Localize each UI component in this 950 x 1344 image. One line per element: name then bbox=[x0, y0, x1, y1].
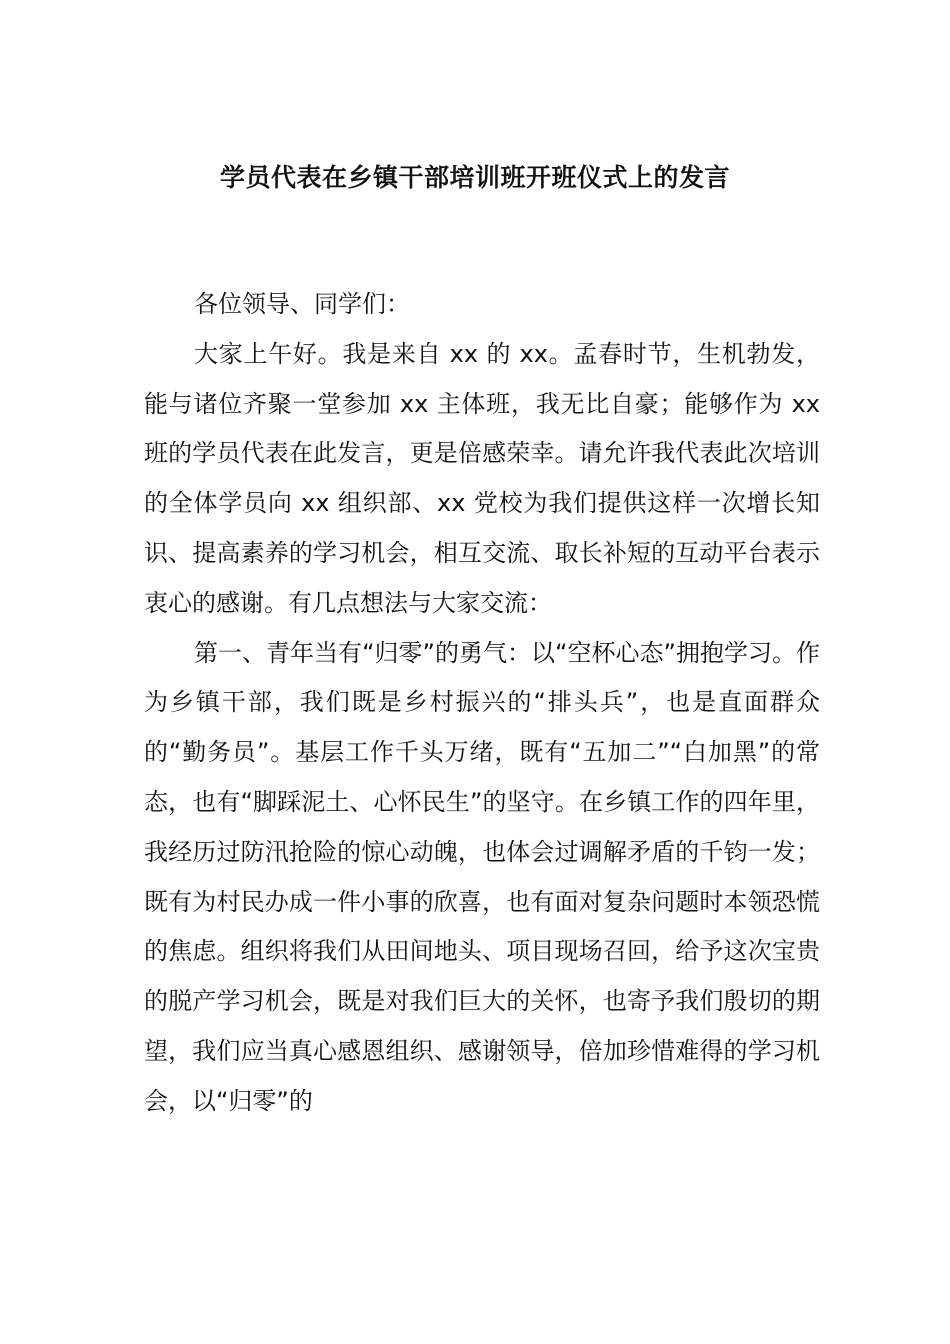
paragraph-point-one: 第一、青年当有“归零”的勇气：以“空杯心态”拥抱学习。作为乡镇干部，我们既是乡村振兴的“排头兵”，也是直面群众的“勤务员”。基层工作千头万绪，既有“五加二”“白加黑”的常态，也有“脚踩泥土、心怀民生”的坚守。在乡镇工作的四年里，我经历过防汛抢险的惊心动魄，也体会过调解矛盾的千钧一发；既有为村民办成一件小事的欣喜，也有面对复杂问题时本领恐慌的焦虑。组织将我们从田间地头、项目现场召回，给予这次宝贵的脱产学习机会，既是对我们巨大的关怀，也寄予我们殷切的期望，我们应当真心感恩组织、感谢领导，倍加珍惜难得的学习机会，以“归零”的 bbox=[144, 638, 820, 1115]
document-title: 学员代表在乡镇干部培训班开班仪式上的发言 bbox=[219, 163, 730, 192]
paragraph-salutation: 各位领导、同学们： bbox=[194, 290, 410, 318]
paragraph-greeting: 大家上午好。我是来自 xx 的 xx。孟春时节，生机勃发，能与诸位齐聚一堂参加 xx 主体班，我无比自豪；能够作为 xx 班的学员代表在此发言，更是倍感荣幸。请允许我代表此次培训的全体学员向 xx 组织部、xx 党校为我们提供这样一次增长知识、提高素养的学习机会，相互交流、取长补短的互动平台表示衷心的感谢。有几点想法与大家交流： bbox=[144, 339, 820, 617]
document-body bbox=[144, 280, 820, 1127]
